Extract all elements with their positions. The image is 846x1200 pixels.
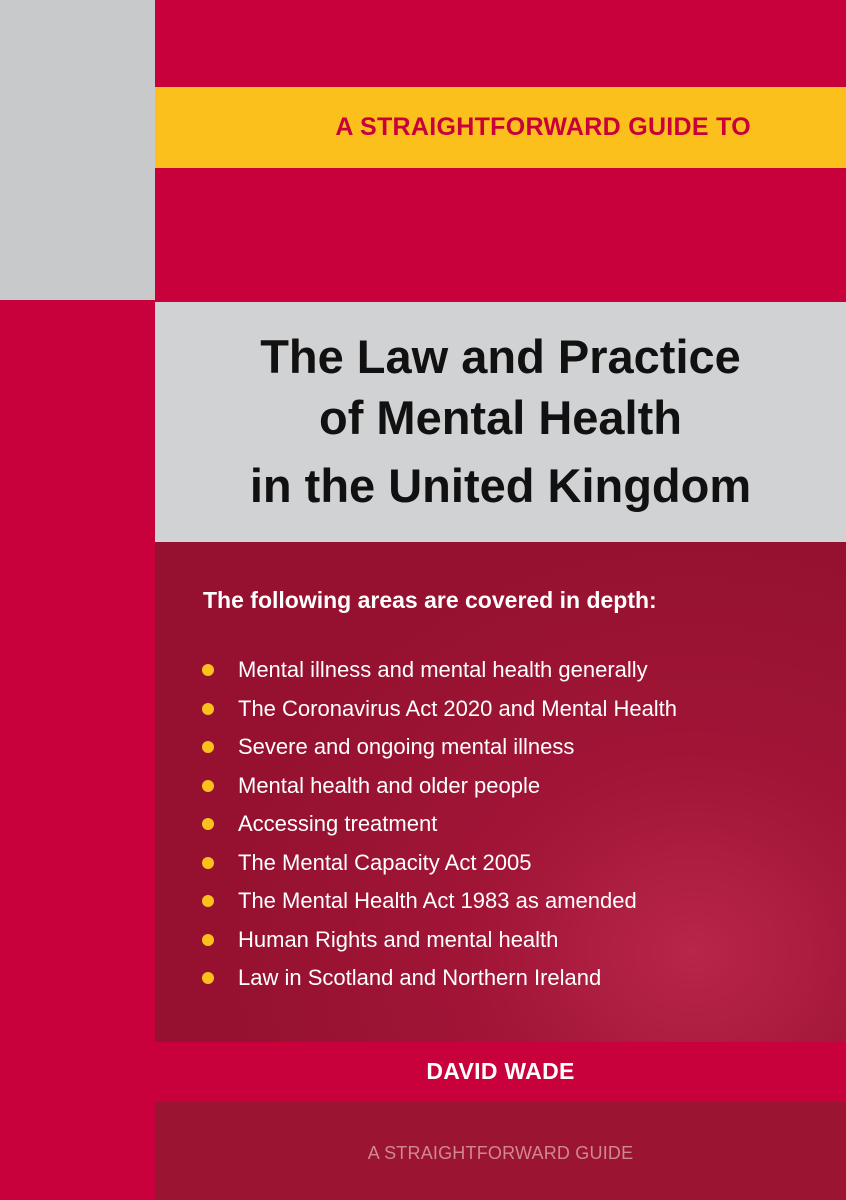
corner-grey-block [0,0,155,300]
topic-label: Human Rights and mental health [238,926,559,952]
bullet-icon [202,895,214,907]
bullet-icon [202,934,214,946]
left-red-strip [0,300,155,1200]
bullet-icon [202,780,214,792]
topic-label: Severe and ongoing mental illness [238,734,575,759]
bullet-icon [202,857,214,869]
topic-label: The Mental Capacity Act 2005 [238,849,532,875]
bullet-icon [202,972,214,984]
author-name: DAVID WADE [426,1058,575,1084]
topic-label: Mental health and older people [238,772,541,798]
bullet-icon [202,818,214,830]
topic-label: Mental illness and mental health generally [238,657,648,682]
bullet-icon [202,741,214,753]
contents-intro: The following areas are covered in depth: [203,587,657,613]
topic-label: Accessing treatment [238,811,438,836]
book-title-line-2: of Mental Health [319,391,682,444]
topic-label: The Mental Health Act 1983 as amended [238,888,637,913]
series-header: A STRAIGHTFORWARD GUIDE TO [335,113,751,141]
book-title-line-3: in the United Kingdom [249,459,752,512]
bullet-icon [202,703,214,715]
topic-label: Law in Scotland and Northern Ireland [238,965,602,990]
topic-label: The Coronavirus Act 2020 and Mental Health [238,695,678,721]
bullet-icon [202,664,214,676]
series-footer: A STRAIGHTFORWARD GUIDE [367,1143,634,1163]
book-title-line-1: The Law and Practice [260,330,741,383]
